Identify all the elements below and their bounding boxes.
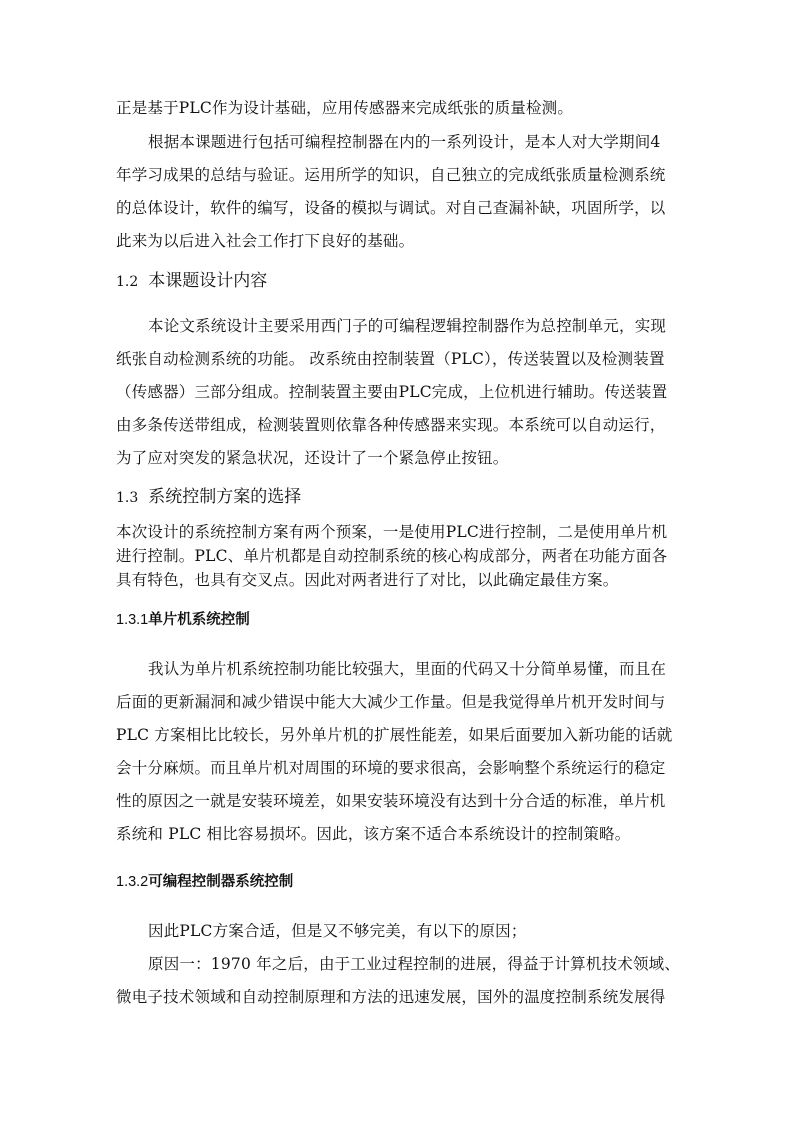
paragraph-line: 后面的更新漏洞和减少错误中能大大减少工作量。但是我觉得单片机开发时间与 bbox=[116, 693, 666, 711]
section-heading bbox=[116, 270, 267, 293]
subsection-heading bbox=[116, 610, 250, 630]
paragraph-line: 的总体设计，软件的编写，设备的模拟与调试。对自己查漏补缺，巩固所学，以 bbox=[116, 199, 666, 217]
paragraph-line: 纸张自动检测系统的功能。 改系统由控制装置（PLC），传送装置以及检测装置 bbox=[116, 350, 665, 368]
paragraph-line: 为了应对突发的紧急状况，还设计了一个紧急停止按钮。 bbox=[116, 449, 509, 467]
paragraph-line: 进行控制。PLC、单片机都是自动控制系统的核心构成部分，两者在功能方面各 bbox=[116, 547, 668, 565]
paragraph-line: 系统和 PLC 相比容易损坏。因此，该方案不适合本系统设计的控制策略。 bbox=[116, 825, 631, 843]
subsection-number: 1.3.1 bbox=[116, 612, 149, 628]
subsection-heading bbox=[116, 872, 293, 892]
paragraph-line: 本论文系统设计主要采用西门子的可编程逻辑控制器作为总控制单元，实现 bbox=[148, 317, 667, 335]
paragraph-line: 性的原因之一就是安装环境差，如果安装环境没有达到十分合适的标准，单片机 bbox=[116, 792, 666, 810]
section-title: 系统控制方案的选择 bbox=[148, 487, 302, 507]
section-title: 本课题设计内容 bbox=[148, 271, 268, 291]
paragraph-line: 会十分麻烦。而且单片机对周围的环境的要求很高，会影响整个系统运行的稳定 bbox=[116, 759, 666, 777]
paragraph-line: 此来为以后进入社会工作打下良好的基础。 bbox=[116, 232, 415, 250]
paragraph-line: 我认为单片机系统控制功能比较强大，里面的代码又十分简单易懂，而且在 bbox=[148, 660, 667, 678]
paragraph-line: 根据本课题进行包括可编程控制器在内的一系列设计，是本人对大学期间4 bbox=[148, 133, 661, 151]
section-heading bbox=[116, 486, 301, 509]
paragraph-line: 由多条传送带组成，检测装置则依靠各种传感器来实现。本系统可以自动运行， bbox=[116, 416, 666, 434]
paragraph-line: 本次设计的系统控制方案有两个预案，一是使用PLC进行控制，二是使用单片机 bbox=[116, 523, 668, 541]
subsection-title: 可编程控制器系统控制 bbox=[148, 874, 294, 890]
paragraph-line: 因此PLC方案合适，但是又不够完美，有以下的原因； bbox=[148, 922, 527, 940]
paragraph-line: （传感器）三部分组成。控制装置主要由PLC完成，上位机进行辅助。传送装置 bbox=[116, 383, 668, 401]
paragraph-line: 具有特色，也具有交叉点。因此对两者进行了对比，以此确定最佳方案。 bbox=[116, 571, 619, 589]
subsection-title: 单片机系统控制 bbox=[148, 612, 250, 628]
paragraph-line: PLC 方案相比比较长，另外单片机的扩展性能差，如果后面要加入新功能的话就 bbox=[116, 726, 673, 744]
paragraph-line: 年学习成果的总结与验证。运用所学的知识，自己独立的完成纸张质量检测系统 bbox=[116, 166, 666, 184]
section-number: 1.2 bbox=[116, 274, 139, 290]
paragraph-line: 微电子技术领域和自动控制原理和方法的迅速发展，国外的温度控制系统发展得 bbox=[116, 988, 666, 1006]
paragraph-line: 正是基于PLC作为设计基础，应用传感器来完成纸张的质量检测。 bbox=[116, 99, 574, 117]
section-number: 1.3 bbox=[116, 490, 139, 506]
paragraph-line: 原因一：1970 年之后，由于工业过程控制的进展，得益于计算机技术领域、 bbox=[148, 955, 681, 973]
subsection-number: 1.3.2 bbox=[116, 874, 149, 890]
